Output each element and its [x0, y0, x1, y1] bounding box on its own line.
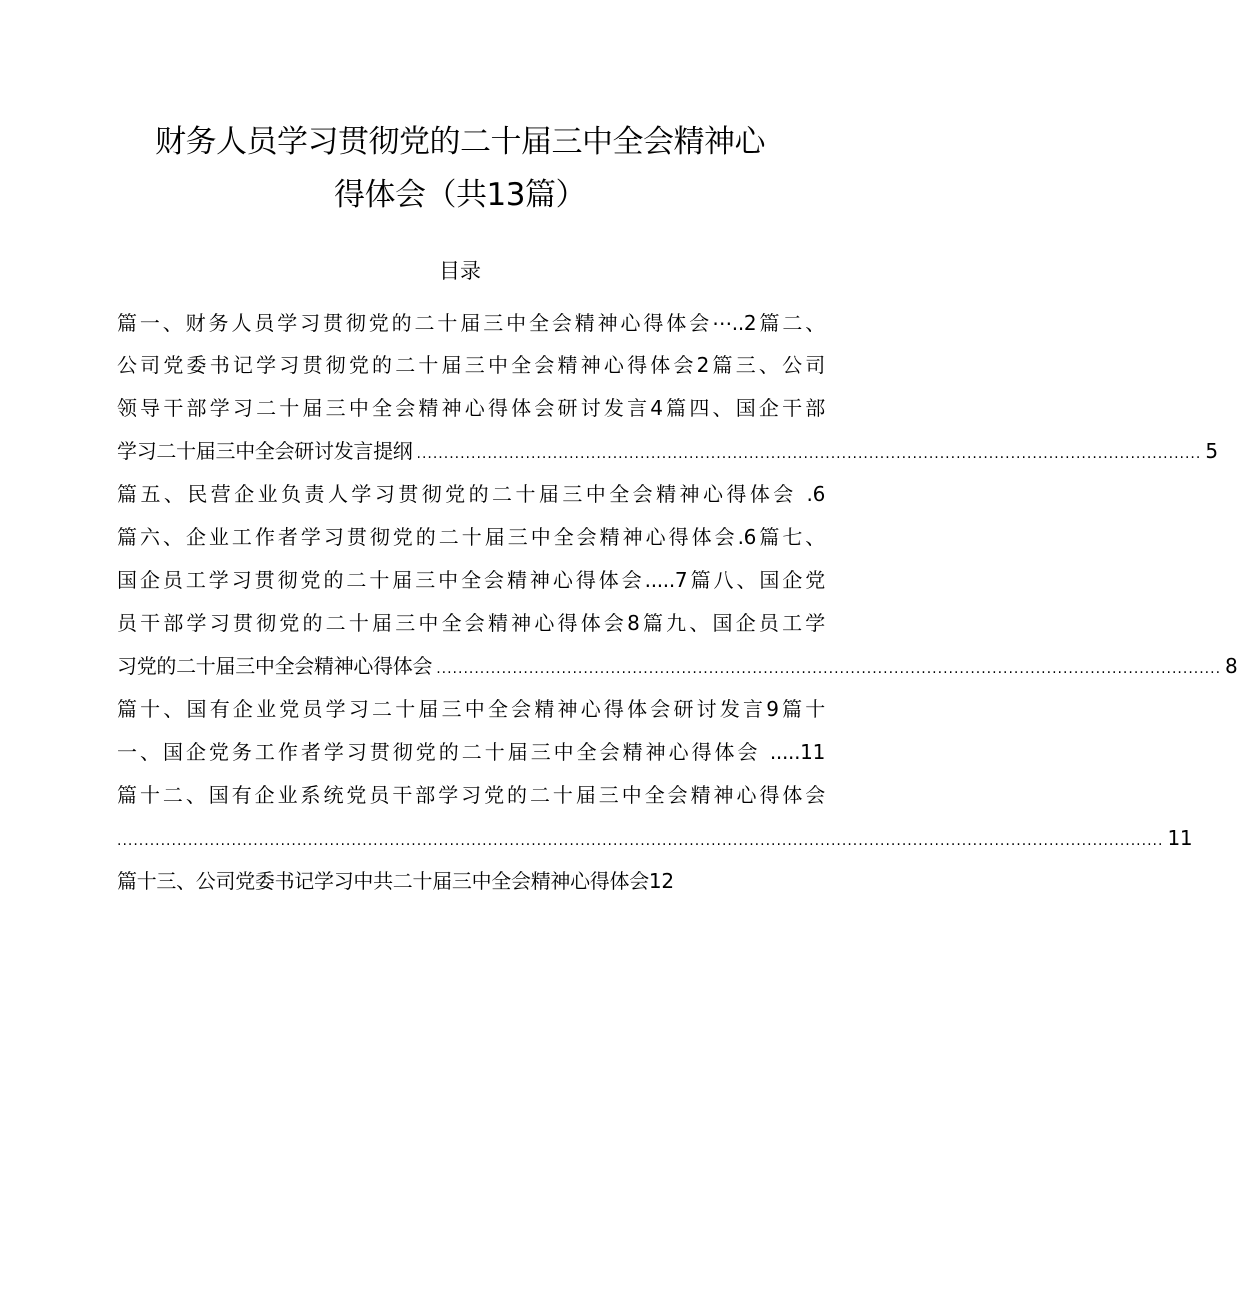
- toc-line-14[interactable]: 篇十三、公司党委书记学习中共二十届三中全会精神心得体会12: [117, 869, 674, 893]
- toc-page-number: 5: [1205, 439, 1218, 463]
- toc-heading: 目录: [439, 259, 481, 283]
- document-title-line-1: 财务人员学习贯彻党的二十届三中全会精神心: [155, 124, 765, 160]
- dot-leader: ................................................................................................................................................: [436, 661, 1222, 677]
- toc-line-11[interactable]: 一、国企党务工作者学习贯彻党的二十届三中全会精神心得体会 .....11: [117, 740, 825, 764]
- toc-line-2[interactable]: 公司党委书记学习贯彻党的二十届三中全会精神心得体会2篇三、公司: [117, 353, 825, 377]
- toc-line-3[interactable]: 领导干部学习二十届三中全会精神心得体会研讨发言4篇四、国企干部: [117, 396, 825, 420]
- toc-line-10[interactable]: 篇十、国有企业党员学习二十届三中全会精神心得体会研讨发言9篇十: [117, 697, 825, 721]
- toc-line-6[interactable]: 篇六、企业工作者学习贯彻党的二十届三中全会精神心得体会.6篇七、: [117, 525, 825, 549]
- toc-entry-text: 习党的二十届三中全会精神心得体会: [117, 654, 433, 678]
- toc-line-4[interactable]: [117, 436, 1218, 469]
- toc-line-9[interactable]: [117, 651, 1237, 684]
- toc-line-1[interactable]: 篇一、财务人员学习贯彻党的二十届三中全会精神心得体会⋯..2篇二、: [117, 311, 825, 335]
- toc-line-12[interactable]: 篇十二、国有企业系统党员干部学习党的二十届三中全会精神心得体会: [117, 783, 825, 807]
- toc-page-number: 11: [1167, 826, 1193, 850]
- toc-line-13[interactable]: [117, 823, 1193, 856]
- toc-line-5[interactable]: 篇五、民营企业负责人学习贯彻党的二十届三中全会精神心得体会 .6: [117, 482, 825, 506]
- dot-leader: ................................................................................................................................................: [416, 446, 1202, 462]
- toc-line-8[interactable]: 员干部学习贯彻党的二十届三中全会精神心得体会8篇九、国企员工学: [117, 611, 825, 635]
- toc-page-number: 8: [1225, 654, 1237, 678]
- toc-entry-text: 学习二十届三中全会研讨发言提纲: [117, 439, 413, 463]
- document-title-line-2: 得体会（共13篇）: [334, 177, 586, 213]
- dot-leader: ................................................................................................................................................................................................: [117, 833, 1164, 849]
- toc-line-7[interactable]: 国企员工学习贯彻党的二十届三中全会精神心得体会.....7篇八、国企党: [117, 568, 825, 592]
